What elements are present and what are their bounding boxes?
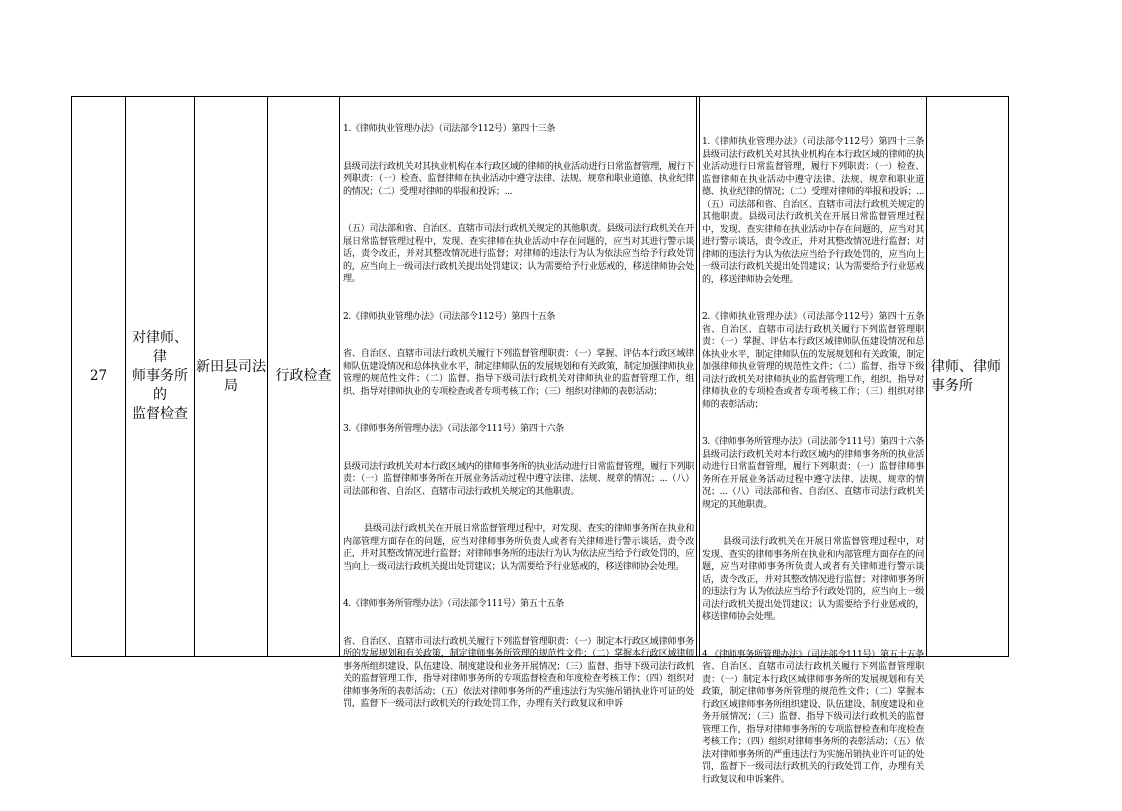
- document-table: [71, 96, 1009, 785]
- basis-paragraph: 1.《律师执业管理办法》（司法部令112号）第四十三条: [343, 124, 556, 134]
- category-cell: [268, 97, 340, 656]
- agency-line: 局: [224, 377, 238, 394]
- item-name-line: 监督检查: [132, 406, 188, 422]
- object-line: 律师、律师: [931, 358, 1001, 375]
- agency-cell: [195, 97, 268, 656]
- item-name-line: 师事务所的: [132, 368, 188, 403]
- double-rule-divider: [699, 97, 700, 656]
- basis-paragraph: 3.《律师事务所管理办法》（司法部令111号）第四十六条: [343, 424, 564, 434]
- basis-paragraph: 县级司法行政机关对其执业机构在本行政区域的律师的执业活动进行日常监督管理，履行下列职责：（一）检查、监督律师在执业活动中遵守法律、法规、规章和职业道德、执业纪律的情况；（二）受理对律师的举报和投诉；...: [343, 161, 694, 197]
- basis-paragraph: 省、自治区、直辖市司法行政机关履行下列监督管理职责：（一）掌握、评估本行政区域律师队伍建设情况和总体执业水平，制定律师队伍的发展规划和有关政策，制定加强律师执业管理的规范性文件；（二）监督、指导下级司法行政机关对律师执业的监督管理工作，组织、指导对律师执业的专项检查或者专项考核工作；（三）组织对律师的表彰活动；: [343, 349, 694, 397]
- basis-paragraph: 1.《律师执业管理办法》（司法部令112号）第四十三条 县级司法行政机关对其执业机构在本行政区域的律师的执业活动进行日常监督管理，履行下列职责：（一）检查、监督律师在执业活动中遵守法律、法规、规章和职业道德、执业纪律的情况；（二）受理对律师的举报和投诉；...（五）司法部和省、自治区、直辖市司法行政机关规定的其他职责。县级司法行政机关在开展日常监督管理过程中，发现、查实律师在执业活动中存在问题的，应当对其进行警示谈话，责令改正，并对其整改情况进行监督；对律师的违法行为认为依法应当给予行政处罚的，应当向上一级司法行政机关提出处罚建议；认为需要给予行业惩戒的，移送律师协会处理。: [702, 137, 933, 285]
- basis-paragraph: 2.《律师执业管理办法》（司法部令112号）第四十五条: [343, 311, 556, 322]
- legal-basis-cell-right: [697, 97, 933, 785]
- basis-paragraph: 2.《律师执业管理办法》（司法部令112号）第四十五条 省、自治区、直辖市司法行政机关履行下列监督管理职责：（一）掌握、评估本行政区域律师队伍建设情况和总体执业水平，制定律师队伍的发展规划和有关政策，制定加强律师执业管理的规范性文件；（二）监督、指导下级司法行政机关对律师执业的监督管理工作，组织、指导对律师执业的专项检查或者专项考核工作；（三）组织对律师的表彰活动；: [702, 312, 933, 410]
- basis-paragraph: 4.《律师事务所管理办法》（司法部令111号）第五十五条 省、自治区、直辖市司法行政机关履行下列监督管理职责：（一）制定本行政区域律师事务所的发展规划和有关政策，制定律师事务所管理的规范性文件；（二）掌握本行政区域律师事务所组织建设、队伍建设、制度建设和业务开展情况；（三）监督、指导下级司法行政机关的监督管理工作，指导对律师事务所的专项监督检查和年度检查考核工作；（四）组织对律师事务所的表彰活动；（五）依法对律师事务所的严重违法行为实施吊销执业许可证的处罚，监督下一级司法行政机关的行政处罚工作，办理有关行政复议和申诉案件。: [702, 649, 933, 785]
- legal-basis-cell-left: [340, 97, 697, 709]
- agency-line: 新田县司法: [196, 358, 266, 375]
- basis-paragraph: 省、自治区、直辖市司法行政机关履行下列监督管理职责：（一）制定本行政区域律师事务所的发展规划和有关政策，制定律师事务所管理的规范性文件；（二）掌握本行政区域律师事务所组织建设、队伍建设、制度建设和业务开展情况；（三）监督、指导下级司法行政机关的监督管理工作，指导对律师事务所的专项监督检查和年度检查考核工作；（四）组织对律师事务所的表彰活动；（五）依法对律师事务所的严重违法行为实施吊销执业许可证的处罚，监督下一级司法行政机关的行政处罚工作，办理有关行政复议和申诉: [343, 636, 694, 709]
- legal-basis-text-left: [343, 98, 694, 736]
- basis-paragraph: 县级司法行政机关在开展日常监督管理过程中，对发现、查实的律师事务所在执业和内部管理方面存在的问题，应当对律师事务所负责人或者有关律师进行警示谈话，责令改正，并对其整改情况进行监督；对律师事务所的违法行为认为依法应当给予行政处罚的，应当向上一级司法行政机关提出处罚建议；认为需要给予行业惩戒的，移送律师协会处理。: [343, 524, 694, 572]
- basis-paragraph: 县级司法行政机关在开展日常监督管理过程中，对发现、查实的律师事务所在执业和内部管理方面存在的问题，应当对律师事务所负责人或者有关律师进行警示谈话，责令改正，并对其整改情况进行监督；对律师事务所的违法行为 认为依法应当给予行政处罚的，应当向上一级司法行政机关提出处罚建议；认为需要给予行业惩戒的，移送律师协会处理。: [702, 537, 924, 622]
- legal-basis-text-right: [702, 111, 933, 811]
- basis-paragraph: （五）司法部和省、自治区、直辖市司法行政机关规定的其他职责。县级司法行政机关在开展日常监督管理过程中，发现、查实律师在执业活动中存在问题的，应当对其进行警示谈话，责令改正，并对其整改情况进行监督；对律师的违法行为认为依法应当给予行政处罚的，应当向上一级司法行政机关提出处罚建议；认为需要给予行业惩戒的，移送律师协会处理。: [343, 224, 694, 284]
- object-line: 事务所: [931, 377, 973, 394]
- object-cell: [927, 97, 1010, 656]
- row-index: 27: [89, 368, 108, 384]
- index-cell: [72, 97, 126, 656]
- item-name-line: 对律师、律: [132, 330, 188, 365]
- basis-paragraph: 县级司法行政机关对本行政区域内的律师事务所的执业活动进行日常监督管理，履行下列职责：（一）监督律师事务所在开展业务活动过程中遵守法律、法规、规章的情况；...（八）司法部和省、自治区、直辖市司法行政机关规定的其他职责。: [343, 461, 694, 497]
- item-name-cell: [126, 97, 195, 656]
- category-text: 行政检查: [275, 368, 332, 384]
- basis-paragraph: 3.《律师事务所管理办法》（司法部令111号）第四十六条 县级司法行政机关对本行政区域内的律师事务所的执业活动进行日常监督管理，履行下列职责：（一）监督律师事务所在开展业务活动过程中遵守法律、法规、规章的情况；...（八）司法部和省、自治区、直辖市司法行政机关规定的其他职责。: [702, 437, 933, 510]
- basis-paragraph: 4.《律师事务所管理办法》（司法部令111号）第五十五条: [343, 599, 564, 609]
